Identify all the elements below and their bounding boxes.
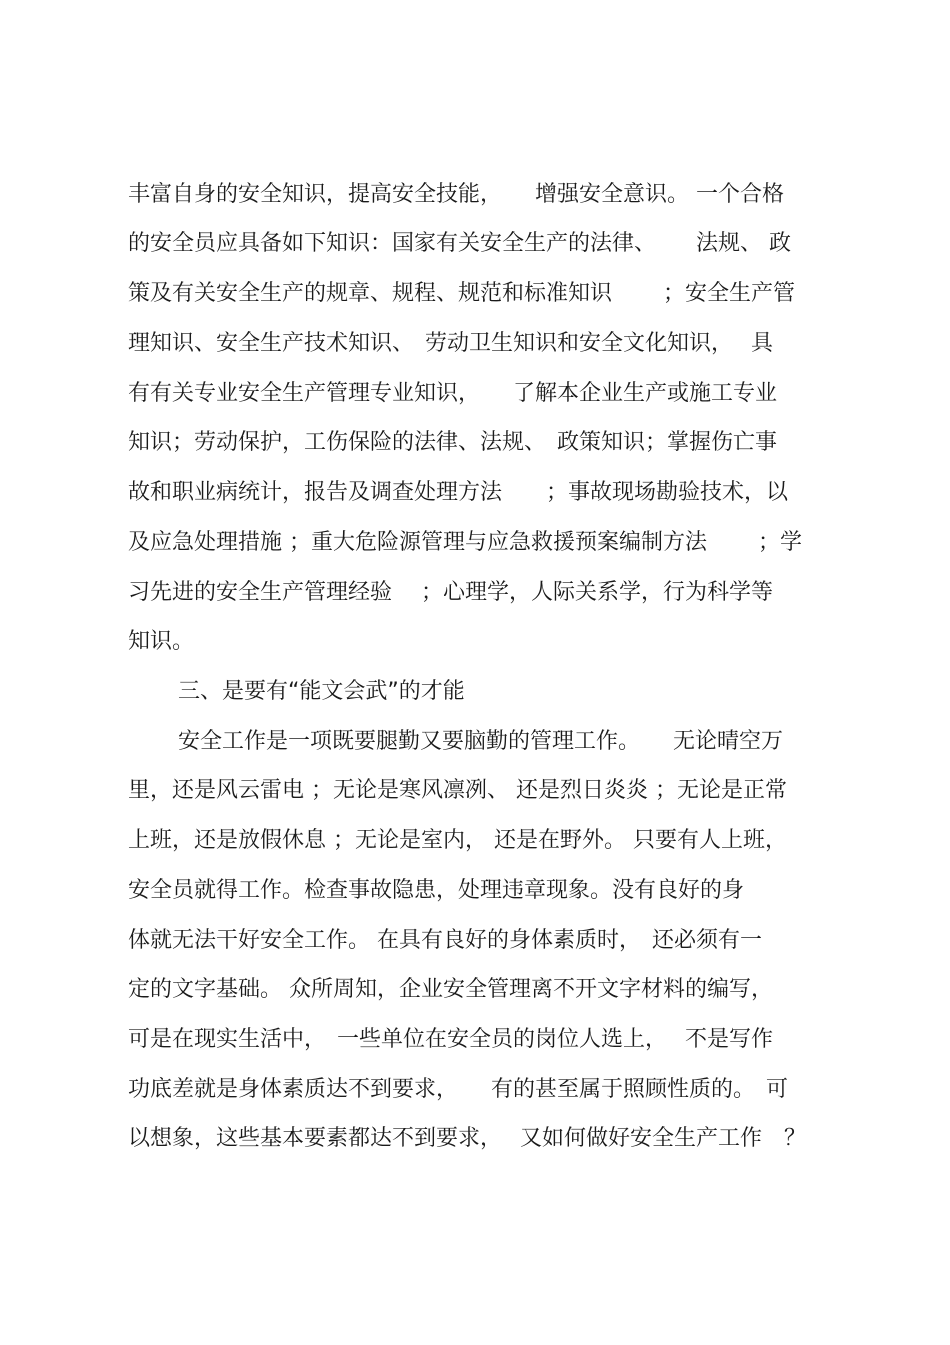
text-line: 故和职业病统计，报告及调查处理方法 ；事故现场勘验技术，以 — [128, 480, 789, 505]
text-line: 上班，还是放假休息 ；无论是室内， 还是在野外。 只要有人上班， — [128, 828, 787, 853]
text-line: 知识；劳动保护，工伤保险的法律、法规、 政策知识；掌握伤亡事 — [128, 430, 778, 455]
text-line: 及应急处理措施 ；重大危险源管理与应急救援预案编制方法 ；学 — [128, 530, 802, 555]
text-line: 可是在现实生活中， 一些单位在安全员的岗位人选上， 不是写作 — [128, 1027, 773, 1052]
text-line: 知识。 — [128, 629, 195, 654]
text-line: 习先进的安全生产管理经验 ；心理学，人际关系学，行为科学等 — [128, 580, 773, 605]
text-line: 功底差就是身体素质达不到要求， 有的甚至属于照顾性质的。 可 — [128, 1077, 789, 1102]
text-line: 安全工作是一项既要腿勤又要脑勤的管理工作。 无论晴空万 — [178, 729, 784, 754]
text-line: 理知识、安全生产技术知识、 劳动卫生知识和安全文化知识， 具 — [128, 331, 773, 356]
text-line: 策及有关安全生产的规章、规程、规范和标准知识 ；安全生产管 — [128, 281, 795, 306]
section-heading: 三、是要有“能文会武”的才能 — [178, 679, 465, 704]
text-line: 丰富自身的安全知识，提高安全技能， 增强安全意识。 一个合格 — [128, 182, 784, 207]
text-line: 安全员就得工作。检查事故隐患，处理违章现象。没有良好的身 — [128, 878, 745, 903]
text-line: 定的文字基础。 众所周知，企业安全管理离不开文字材料的编写， — [128, 977, 773, 1002]
text-line: 里，还是风云雷电 ；无论是寒风凛冽、 还是烈日炎炎 ；无论是正常 — [128, 778, 787, 803]
text-line: 的安全员应具备如下知识：国家有关安全生产的法律、 法规、 政 — [128, 231, 791, 256]
text-line: 以想象，这些基本要素都达不到要求， 又如何做好安全生产工作 ？ — [128, 1126, 806, 1151]
text-line: 有有关专业安全生产管理专业知识， 了解本企业生产或施工专业 — [128, 381, 778, 406]
text-line: 体就无法干好安全工作。 在具有良好的身体素质时， 还必须有一 — [128, 928, 762, 953]
